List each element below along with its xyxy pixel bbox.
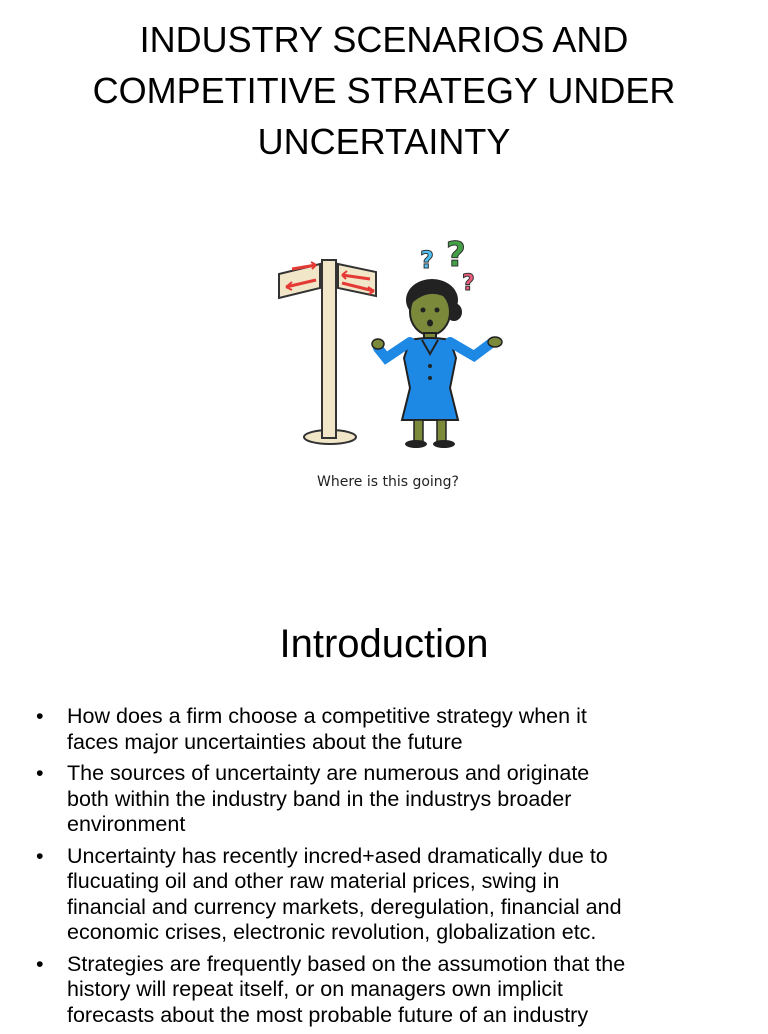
bullet-icon: • <box>36 761 44 785</box>
bullet-item <box>36 761 736 838</box>
bullet-line: economic crises, electronic revolution, globalization etc. <box>67 920 597 944</box>
bullet-item <box>36 952 736 1029</box>
bullet-line: Strategies are frequently based on the assumotion that the <box>67 951 626 976</box>
bullet-icon: • <box>36 951 44 976</box>
bullet-line: The sources of uncertainty are numerous and originate <box>67 761 590 785</box>
bullet-icon: • <box>36 843 44 868</box>
bullet-line: Uncertainty has recently incred+ased dramatically due to <box>67 843 608 868</box>
svg-text:?: ? <box>462 271 475 296</box>
title-line-1: INDUSTRY SCENARIOS AND <box>139 19 629 60</box>
title-line-3: UNCERTAINTY <box>257 121 511 162</box>
bullet-icon: • <box>36 704 44 728</box>
bullet-line: How does a firm choose a competitive strategy when it <box>67 704 587 728</box>
slide-heading: Introduction <box>279 622 489 666</box>
woman-icon <box>372 279 502 448</box>
slide-title <box>40 14 728 167</box>
bullet-item <box>36 844 736 946</box>
illustration-caption: Where is this going? <box>316 474 459 490</box>
bullet-line: history will repeat itself, or on managers own implicit <box>67 977 563 1001</box>
title-line-2: COMPETITIVE STRATEGY UNDER <box>92 70 676 111</box>
bullet-line: flucuating oil and other raw material prices, swing in <box>67 869 560 893</box>
bullet-line: financial and currency markets, deregulation, financial and <box>67 894 622 919</box>
svg-text:?: ? <box>446 238 466 275</box>
bullet-line: faces major uncertainties about the future <box>67 729 463 754</box>
signpost-confused-woman-icon <box>270 238 515 453</box>
svg-text:?: ? <box>420 246 434 274</box>
signpost-icon <box>279 260 376 444</box>
bullet-line: forecasts about the most probable future of an industry <box>67 1002 589 1027</box>
bullet-item <box>36 704 736 755</box>
bullet-line: both within the industry band in the industrys broader <box>67 786 572 811</box>
bullet-list <box>36 704 736 1034</box>
bullet-line: environment <box>67 812 186 836</box>
slide-2 <box>0 600 768 1027</box>
